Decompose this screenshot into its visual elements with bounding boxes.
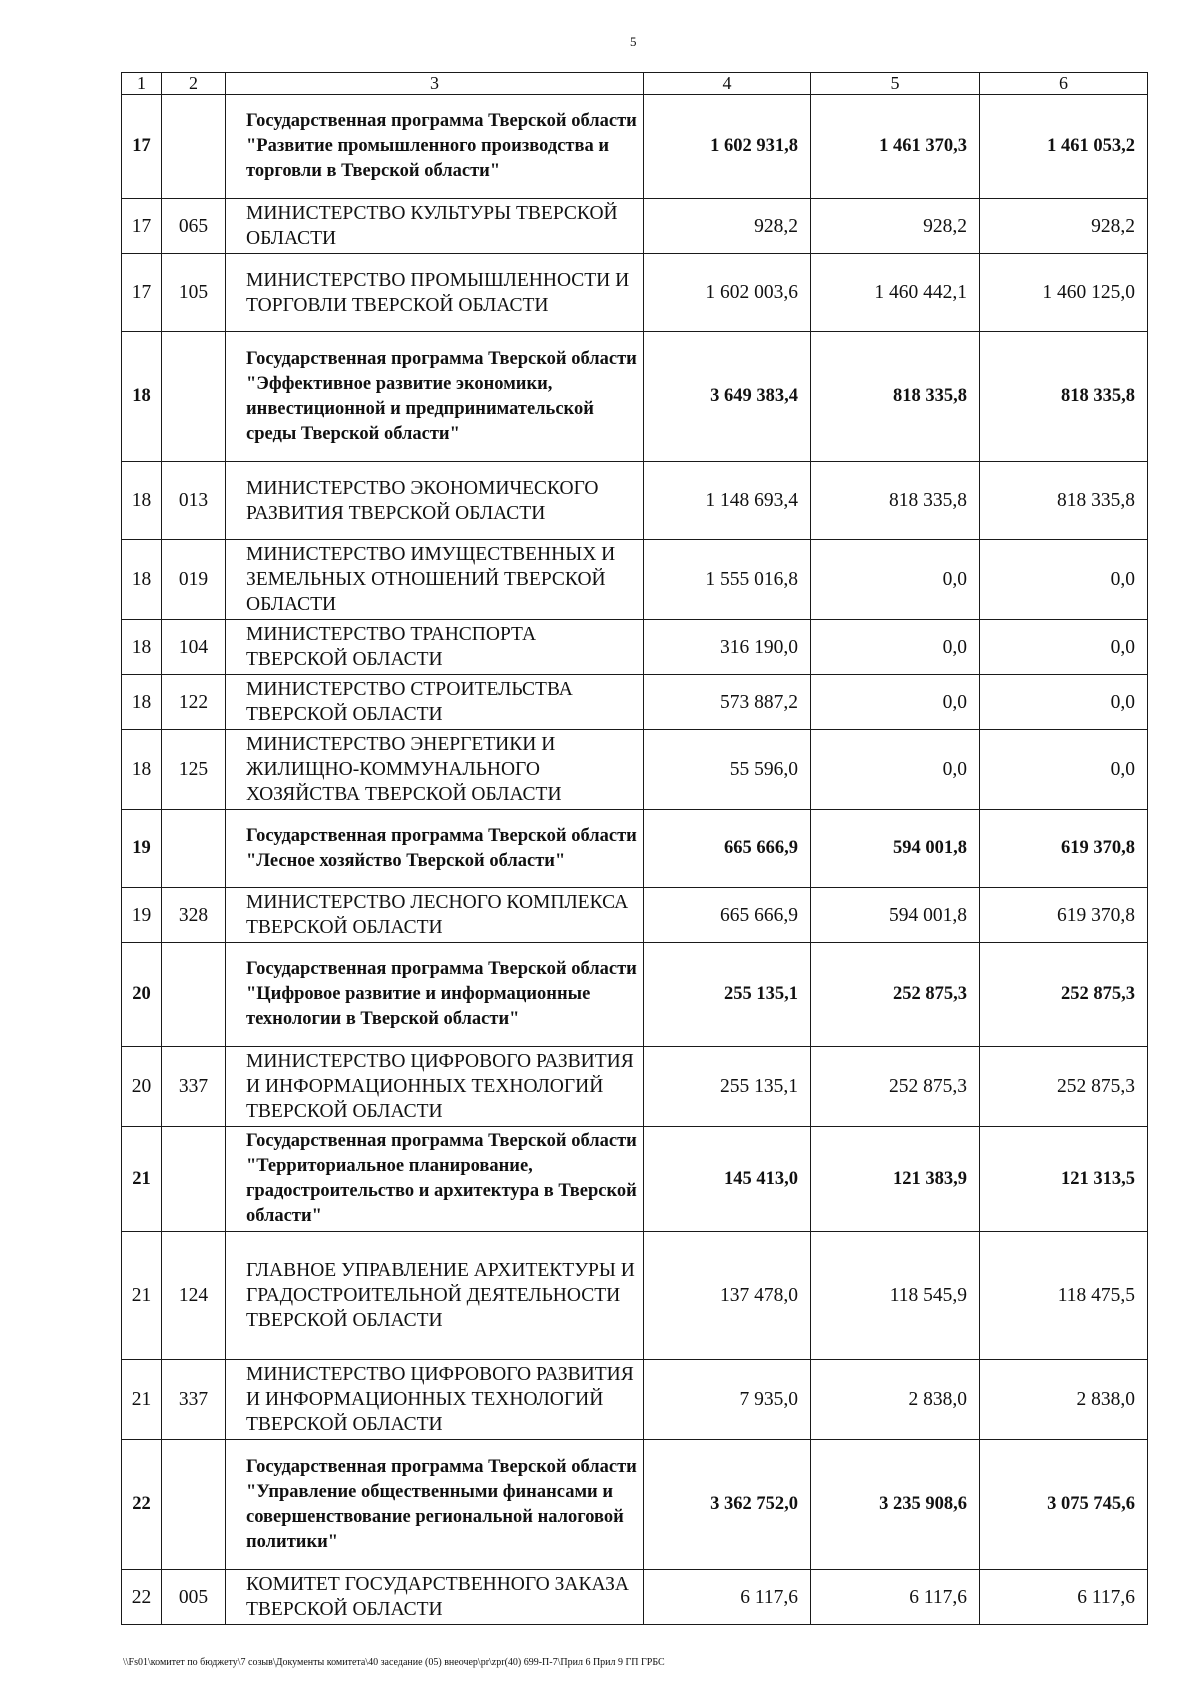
name-cell: Государственная программа Тверской области "Цифровое развитие и информационные технологии в Тверской области"	[226, 943, 644, 1047]
name-cell: ГЛАВНОЕ УПРАВЛЕНИЕ АРХИТЕКТУРЫ И ГРАДОСТРОИТЕЛЬНОЙ ДЕЯТЕЛЬНОСТИ ТВЕРСКОЙ ОБЛАСТИ	[226, 1232, 644, 1360]
amount-col5-cell: 0,0	[811, 620, 980, 675]
program-number-cell: 19	[122, 888, 162, 943]
amount-col4-cell: 255 135,1	[644, 1047, 811, 1127]
budget-table	[121, 72, 1148, 1625]
grbs-code-cell	[162, 943, 226, 1047]
table-header-row	[122, 73, 1148, 95]
amount-col5-cell: 6 117,6	[811, 1570, 980, 1625]
amount-col6-cell: 1 460 125,0	[980, 254, 1148, 332]
name-cell: МИНИСТЕРСТВО ПРОМЫШЛЕННОСТИ И ТОРГОВЛИ ТВЕРСКОЙ ОБЛАСТИ	[226, 254, 644, 332]
amount-col4-cell: 316 190,0	[644, 620, 811, 675]
column-header-1: 1	[122, 73, 162, 95]
amount-col5-cell: 0,0	[811, 540, 980, 620]
grbs-code-cell: 013	[162, 462, 226, 540]
program-number-cell: 22	[122, 1440, 162, 1570]
grbs-code-cell	[162, 95, 226, 199]
amount-col4-cell: 1 602 931,8	[644, 95, 811, 199]
grbs-code-cell: 122	[162, 675, 226, 730]
amount-col5-cell: 2 838,0	[811, 1360, 980, 1440]
ministry-row	[122, 1232, 1148, 1360]
name-cell: МИНИСТЕРСТВО КУЛЬТУРЫ ТВЕРСКОЙ ОБЛАСТИ	[226, 199, 644, 254]
program-row	[122, 810, 1148, 888]
grbs-code-cell: 019	[162, 540, 226, 620]
amount-col5-cell: 594 001,8	[811, 888, 980, 943]
amount-col6-cell: 6 117,6	[980, 1570, 1148, 1625]
name-cell: Государственная программа Тверской области "Территориальное планирование, градостроительство и архитектура в Тверской области"	[226, 1127, 644, 1232]
column-header-4: 4	[644, 73, 811, 95]
amount-col6-cell: 252 875,3	[980, 1047, 1148, 1127]
ministry-row	[122, 199, 1148, 254]
name-cell: МИНИСТЕРСТВО ЭКОНОМИЧЕСКОГО РАЗВИТИЯ ТВЕРСКОЙ ОБЛАСТИ	[226, 462, 644, 540]
ministry-row	[122, 675, 1148, 730]
ministry-row	[122, 254, 1148, 332]
grbs-code-cell: 124	[162, 1232, 226, 1360]
program-number-cell: 17	[122, 95, 162, 199]
amount-col5-cell: 118 545,9	[811, 1232, 980, 1360]
amount-col6-cell: 2 838,0	[980, 1360, 1148, 1440]
ministry-row	[122, 888, 1148, 943]
amount-col4-cell: 1 602 003,6	[644, 254, 811, 332]
amount-col4-cell: 7 935,0	[644, 1360, 811, 1440]
amount-col6-cell: 252 875,3	[980, 943, 1148, 1047]
amount-col4-cell: 6 117,6	[644, 1570, 811, 1625]
amount-col6-cell: 3 075 745,6	[980, 1440, 1148, 1570]
column-header-6: 6	[980, 73, 1148, 95]
program-number-cell: 18	[122, 540, 162, 620]
program-number-cell: 18	[122, 730, 162, 810]
amount-col6-cell: 0,0	[980, 675, 1148, 730]
program-number-cell: 18	[122, 462, 162, 540]
name-cell: МИНИСТЕРСТВО ЛЕСНОГО КОМПЛЕКСА ТВЕРСКОЙ ОБЛАСТИ	[226, 888, 644, 943]
amount-col6-cell: 121 313,5	[980, 1127, 1148, 1232]
program-row	[122, 1440, 1148, 1570]
name-cell: Государственная программа Тверской области "Управление общественными финансами и совершенствование региональной налоговой политики"	[226, 1440, 644, 1570]
grbs-code-cell	[162, 1440, 226, 1570]
name-cell: МИНИСТЕРСТВО СТРОИТЕЛЬСТВА ТВЕРСКОЙ ОБЛАСТИ	[226, 675, 644, 730]
column-header-3: 3	[226, 73, 644, 95]
grbs-code-cell: 005	[162, 1570, 226, 1625]
amount-col6-cell: 619 370,8	[980, 888, 1148, 943]
amount-col4-cell: 145 413,0	[644, 1127, 811, 1232]
name-cell: МИНИСТЕРСТВО ЭНЕРГЕТИКИ И ЖИЛИЩНО-КОММУНАЛЬНОГО ХОЗЯЙСТВА ТВЕРСКОЙ ОБЛАСТИ	[226, 730, 644, 810]
program-number-cell: 18	[122, 620, 162, 675]
grbs-code-cell: 328	[162, 888, 226, 943]
amount-col6-cell: 0,0	[980, 620, 1148, 675]
amount-col5-cell: 928,2	[811, 199, 980, 254]
name-cell: Государственная программа Тверской области "Эффективное развитие экономики, инвестиционной и предпринимательской среды Тверской области"	[226, 332, 644, 462]
grbs-code-cell: 337	[162, 1047, 226, 1127]
grbs-code-cell	[162, 810, 226, 888]
amount-col4-cell: 928,2	[644, 199, 811, 254]
amount-col4-cell: 3 362 752,0	[644, 1440, 811, 1570]
amount-col6-cell: 0,0	[980, 730, 1148, 810]
name-cell: МИНИСТЕРСТВО ЦИФРОВОГО РАЗВИТИЯ И ИНФОРМАЦИОННЫХ ТЕХНОЛОГИЙ ТВЕРСКОЙ ОБЛАСТИ	[226, 1360, 644, 1440]
program-number-cell: 21	[122, 1232, 162, 1360]
program-row	[122, 95, 1148, 199]
amount-col4-cell: 137 478,0	[644, 1232, 811, 1360]
program-row	[122, 332, 1148, 462]
amount-col6-cell: 118 475,5	[980, 1232, 1148, 1360]
program-number-cell: 19	[122, 810, 162, 888]
ministry-row	[122, 540, 1148, 620]
amount-col5-cell: 1 460 442,1	[811, 254, 980, 332]
program-number-cell: 18	[122, 675, 162, 730]
name-cell: Государственная программа Тверской области "Лесное хозяйство Тверской области"	[226, 810, 644, 888]
name-cell: МИНИСТЕРСТВО ИМУЩЕСТВЕННЫХ И ЗЕМЕЛЬНЫХ ОТНОШЕНИЙ ТВЕРСКОЙ ОБЛАСТИ	[226, 540, 644, 620]
grbs-code-cell: 105	[162, 254, 226, 332]
grbs-code-cell	[162, 332, 226, 462]
column-header-2: 2	[162, 73, 226, 95]
amount-col4-cell: 255 135,1	[644, 943, 811, 1047]
grbs-code-cell: 065	[162, 199, 226, 254]
amount-col4-cell: 1 555 016,8	[644, 540, 811, 620]
ministry-row	[122, 730, 1148, 810]
amount-col5-cell: 252 875,3	[811, 1047, 980, 1127]
page-number: 5	[630, 34, 637, 49]
program-number-cell: 22	[122, 1570, 162, 1625]
amount-col5-cell: 818 335,8	[811, 332, 980, 462]
grbs-code-cell: 125	[162, 730, 226, 810]
amount-col4-cell: 665 666,9	[644, 888, 811, 943]
amount-col4-cell: 55 596,0	[644, 730, 811, 810]
program-number-cell: 17	[122, 199, 162, 254]
amount-col6-cell: 818 335,8	[980, 332, 1148, 462]
amount-col6-cell: 0,0	[980, 540, 1148, 620]
grbs-code-cell: 337	[162, 1360, 226, 1440]
program-number-cell: 20	[122, 943, 162, 1047]
amount-col4-cell: 573 887,2	[644, 675, 811, 730]
amount-col5-cell: 594 001,8	[811, 810, 980, 888]
ministry-row	[122, 1047, 1148, 1127]
amount-col5-cell: 252 875,3	[811, 943, 980, 1047]
ministry-row	[122, 1570, 1148, 1625]
amount-col5-cell: 121 383,9	[811, 1127, 980, 1232]
program-number-cell: 20	[122, 1047, 162, 1127]
program-number-cell: 21	[122, 1127, 162, 1232]
name-cell: КОМИТЕТ ГОСУДАРСТВЕННОГО ЗАКАЗА ТВЕРСКОЙ ОБЛАСТИ	[226, 1570, 644, 1625]
program-row	[122, 1127, 1148, 1232]
grbs-code-cell	[162, 1127, 226, 1232]
program-number-cell: 18	[122, 332, 162, 462]
amount-col4-cell: 665 666,9	[644, 810, 811, 888]
amount-col6-cell: 818 335,8	[980, 462, 1148, 540]
grbs-code-cell: 104	[162, 620, 226, 675]
amount-col6-cell: 928,2	[980, 199, 1148, 254]
ministry-row	[122, 462, 1148, 540]
name-cell: МИНИСТЕРСТВО ТРАНСПОРТА ТВЕРСКОЙ ОБЛАСТИ	[226, 620, 644, 675]
amount-col6-cell: 1 461 053,2	[980, 95, 1148, 199]
amount-col5-cell: 0,0	[811, 675, 980, 730]
amount-col5-cell: 0,0	[811, 730, 980, 810]
amount-col5-cell: 1 461 370,3	[811, 95, 980, 199]
program-number-cell: 17	[122, 254, 162, 332]
amount-col5-cell: 3 235 908,6	[811, 1440, 980, 1570]
name-cell: Государственная программа Тверской области "Развитие промышленного производства и торговли в Тверской области"	[226, 95, 644, 199]
ministry-row	[122, 1360, 1148, 1440]
amount-col4-cell: 1 148 693,4	[644, 462, 811, 540]
program-number-cell: 21	[122, 1360, 162, 1440]
program-row	[122, 943, 1148, 1047]
amount-col6-cell: 619 370,8	[980, 810, 1148, 888]
column-header-5: 5	[811, 73, 980, 95]
ministry-row	[122, 620, 1148, 675]
amount-col5-cell: 818 335,8	[811, 462, 980, 540]
name-cell: МИНИСТЕРСТВО ЦИФРОВОГО РАЗВИТИЯ И ИНФОРМАЦИОННЫХ ТЕХНОЛОГИЙ ТВЕРСКОЙ ОБЛАСТИ	[226, 1047, 644, 1127]
amount-col4-cell: 3 649 383,4	[644, 332, 811, 462]
footer-file-path: \\Fs01\комитет по бюджету\7 созыв\Документы комитета\40 заседание (05) внеочер\pr\zpr(40) 699-П-7\Прил 6 Прил 9 ГП ГРБС	[123, 1657, 665, 1668]
